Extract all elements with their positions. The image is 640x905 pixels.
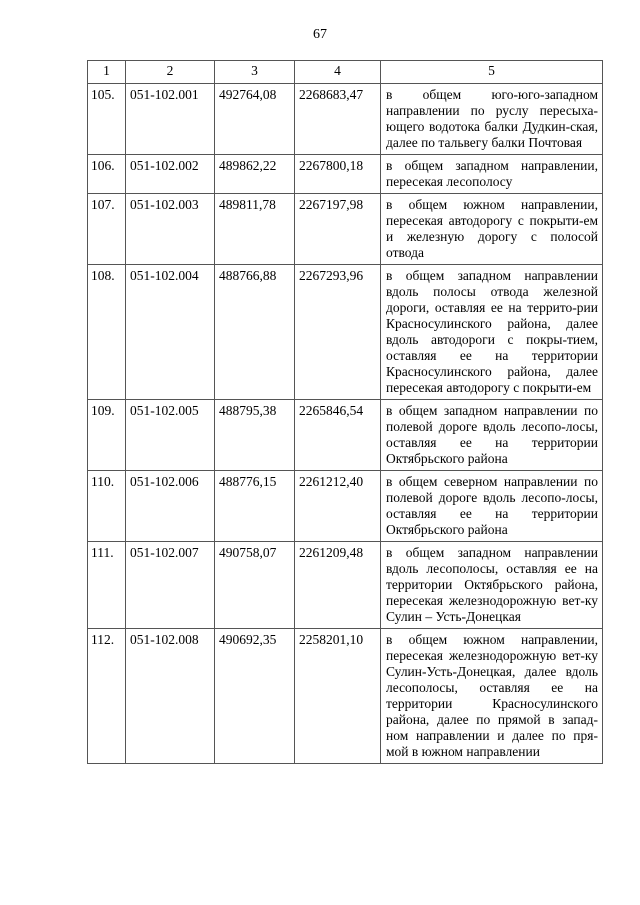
- row-number: 111.: [88, 542, 126, 629]
- header-col-5: 5: [381, 61, 603, 84]
- point-code: 051-102.004: [126, 265, 215, 400]
- point-code: 051-102.007: [126, 542, 215, 629]
- row-number: 106.: [88, 155, 126, 194]
- table-row: [88, 194, 603, 265]
- boundary-description: в общем западном направлении вдоль полосы отвода железной дороги, оставляя ее на террито-рии Красносулинского района, далее вдоль автодороги с покры-тием, оставляя ее на территории Красносулинского района, далее пересекая автодорогу с покрыти-ем: [381, 265, 603, 400]
- row-number: 110.: [88, 471, 126, 542]
- point-code: 051-102.001: [126, 84, 215, 155]
- coordinate-y: 2258201,10: [295, 629, 381, 764]
- boundary-description: в общем северном направлении по полевой дороге вдоль лесопо-лосы, оставляя ее на территории Октябрьского района: [381, 471, 603, 542]
- coordinate-x: 492764,08: [215, 84, 295, 155]
- table-row: [88, 542, 603, 629]
- coordinate-y: 2261212,40: [295, 471, 381, 542]
- row-number: 107.: [88, 194, 126, 265]
- table-row: [88, 265, 603, 400]
- coordinate-x: 489811,78: [215, 194, 295, 265]
- boundary-description: в общем западном направлении, пересекая лесополосу: [381, 155, 603, 194]
- header-col-3: 3: [215, 61, 295, 84]
- coordinate-x: 490692,35: [215, 629, 295, 764]
- row-number: 109.: [88, 400, 126, 471]
- coordinate-y: 2267293,96: [295, 265, 381, 400]
- coordinate-y: 2265846,54: [295, 400, 381, 471]
- point-code: 051-102.008: [126, 629, 215, 764]
- point-code: 051-102.002: [126, 155, 215, 194]
- header-col-2: 2: [126, 61, 215, 84]
- coordinate-y: 2267800,18: [295, 155, 381, 194]
- page-number: 67: [313, 27, 327, 42]
- coordinate-x: 489862,22: [215, 155, 295, 194]
- coordinate-x: 488766,88: [215, 265, 295, 400]
- row-number: 108.: [88, 265, 126, 400]
- point-code: 051-102.003: [126, 194, 215, 265]
- coordinate-y: 2267197,98: [295, 194, 381, 265]
- table-row: [88, 400, 603, 471]
- table-row: [88, 629, 603, 764]
- header-col-4: 4: [295, 61, 381, 84]
- table-header-row: [88, 61, 603, 84]
- boundary-description: в общем южном направлении, пересекая автодорогу с покрыти-ем и железную дорогу с полосой отвода: [381, 194, 603, 265]
- coordinate-y: 2268683,47: [295, 84, 381, 155]
- table-row: [88, 155, 603, 194]
- boundary-description: в общем западном направлении по полевой дороге вдоль лесопо-лосы, оставляя ее на территории Октябрьского района: [381, 400, 603, 471]
- row-number: 112.: [88, 629, 126, 764]
- point-code: 051-102.005: [126, 400, 215, 471]
- table-row: [88, 84, 603, 155]
- boundary-description: в общем западном направлении вдоль лесополосы, оставляя ее на территории Октябрьского района, пересекая железнодорожную вет-ку Сулин – Усть-Донецкая: [381, 542, 603, 629]
- point-code: 051-102.006: [126, 471, 215, 542]
- coordinate-x: 488776,15: [215, 471, 295, 542]
- boundary-table: [87, 60, 603, 764]
- coordinate-x: 490758,07: [215, 542, 295, 629]
- boundary-description: в общем южном направлении, пересекая железнодорожную вет-ку Сулин-Усть-Донецкая, далее вдоль лесополосы, оставляя ее на территории Красносулинского района, далее по прямой в запад-ном направлении и далее по пря-мой в южном направлении: [381, 629, 603, 764]
- coordinate-x: 488795,38: [215, 400, 295, 471]
- boundary-description: в общем юго-юго-западном направлении по руслу пересыха-ющего водотока балки Дудкин-ская, далее по тальвегу балки Почтовая: [381, 84, 603, 155]
- header-col-1: 1: [88, 61, 126, 84]
- row-number: 105.: [88, 84, 126, 155]
- table-row: [88, 471, 603, 542]
- coordinate-y: 2261209,48: [295, 542, 381, 629]
